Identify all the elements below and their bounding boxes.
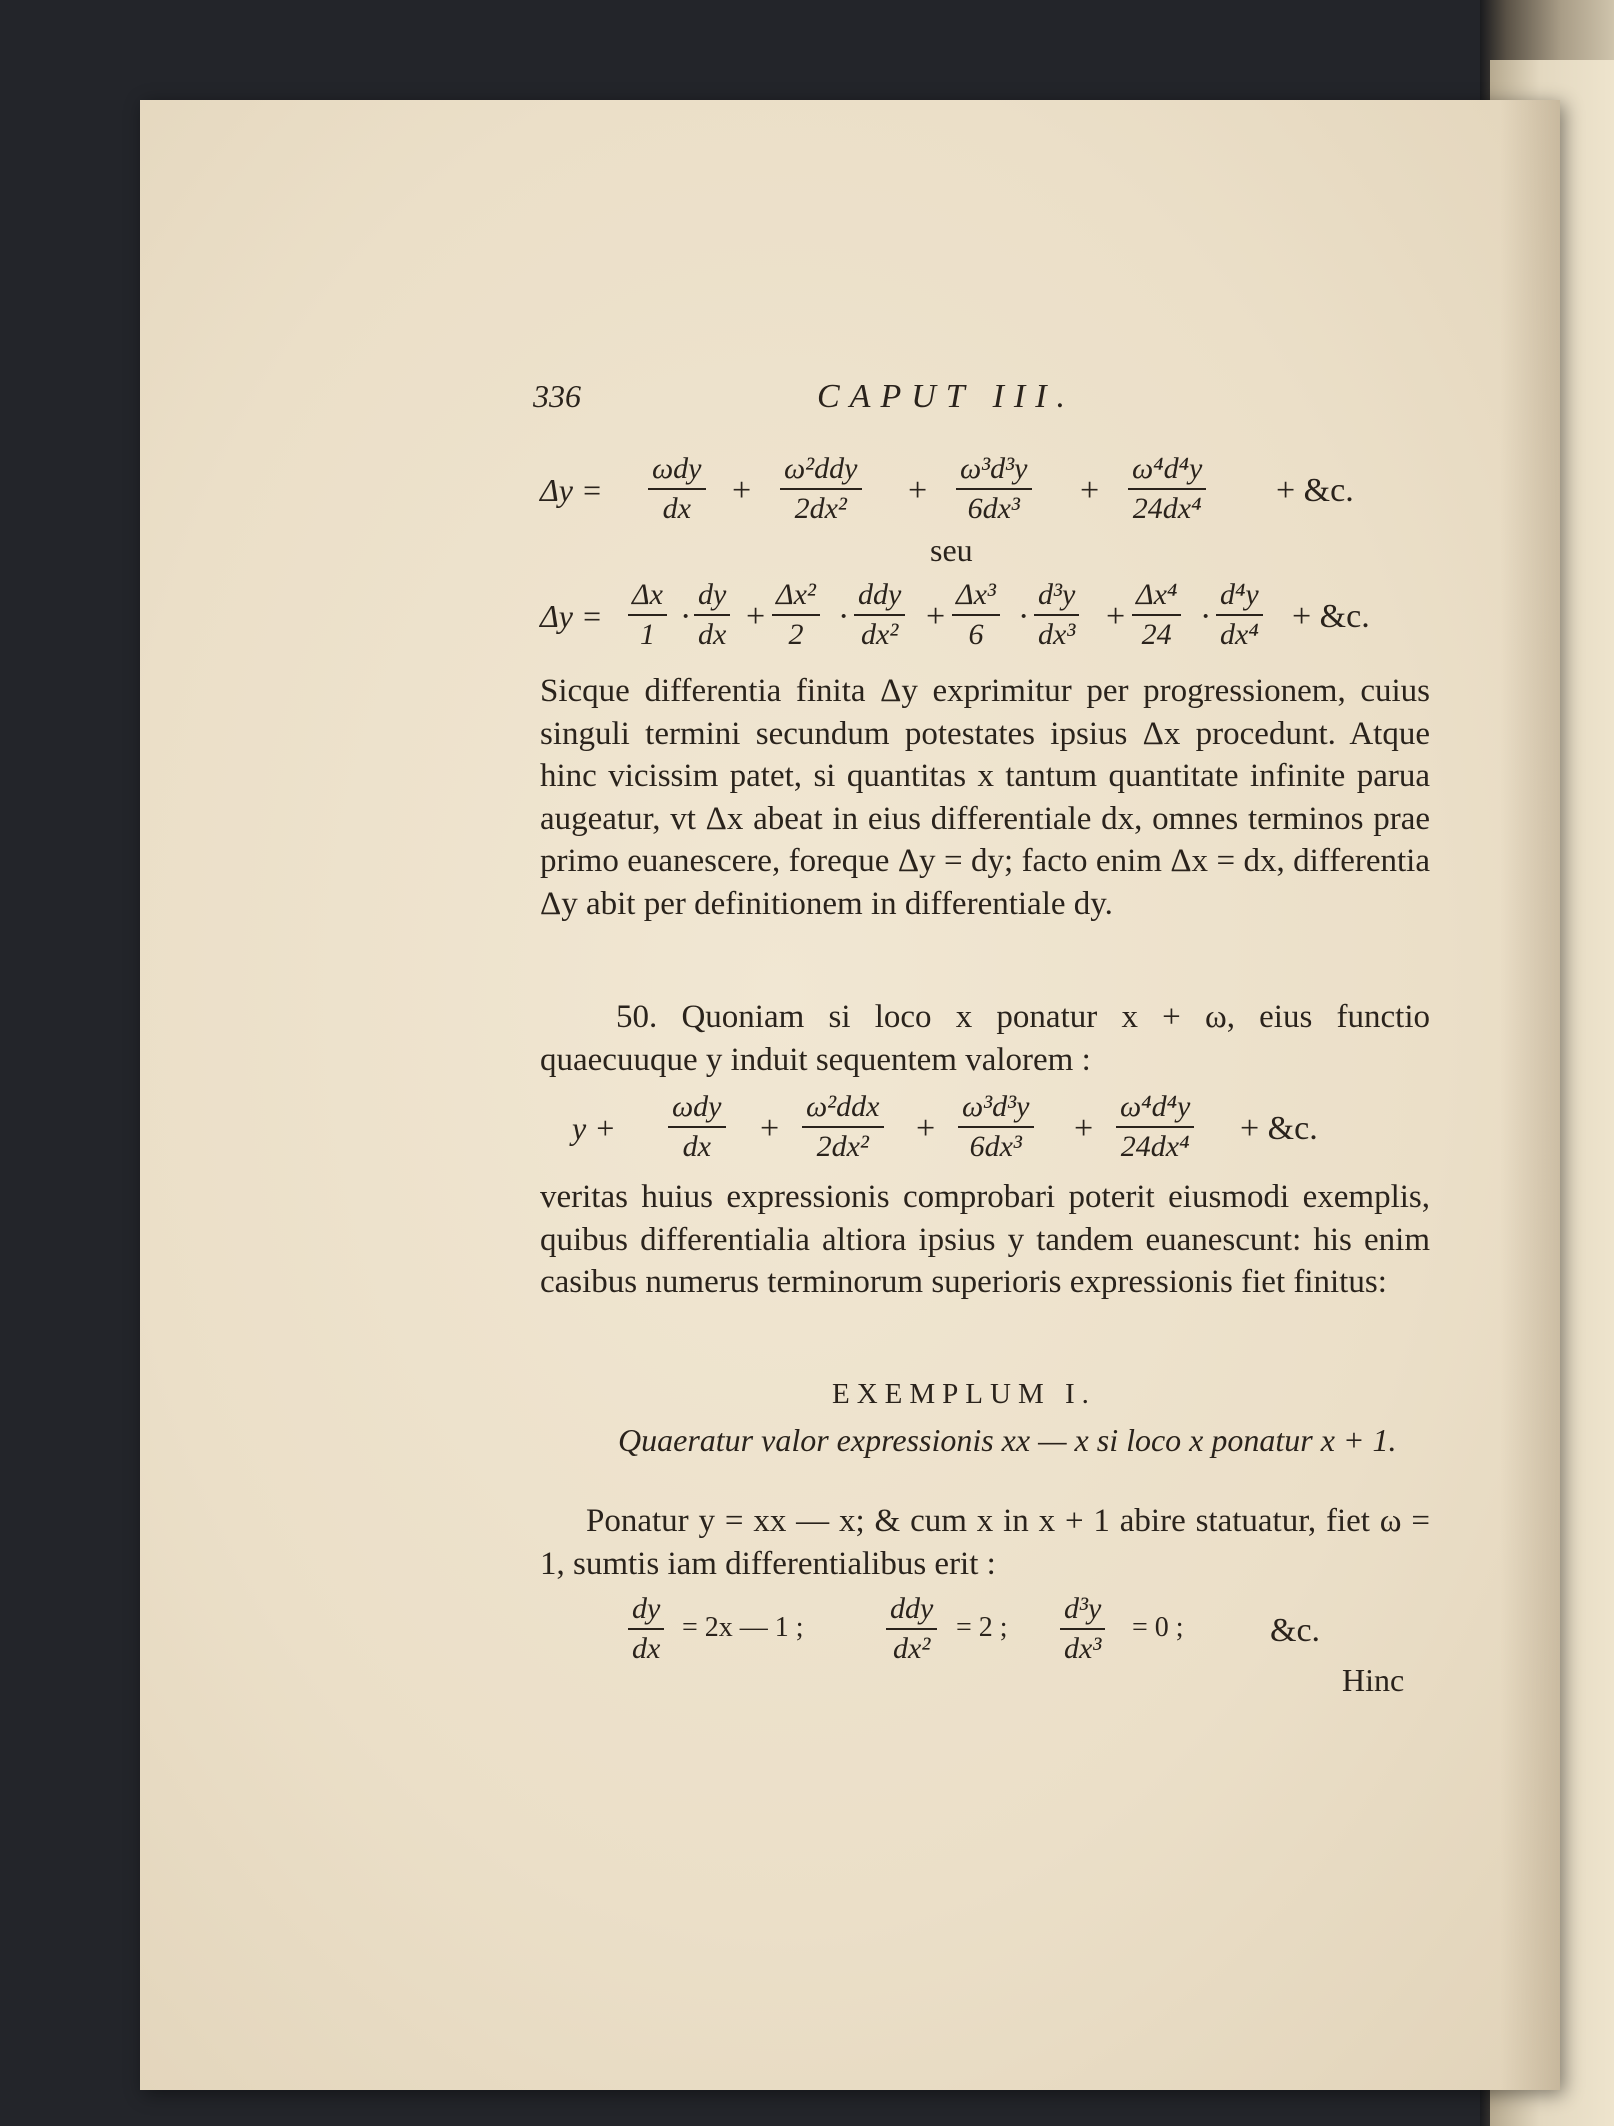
eq2-term-1-b-num: dy xyxy=(694,578,730,616)
eq2-term-3-b-den: dx³ xyxy=(1038,618,1076,651)
eq4-rhs-2: = 2 ; xyxy=(956,1612,1008,1643)
eq1-term-2-num: ω²ddy xyxy=(780,452,862,490)
word-seu: seu xyxy=(930,532,973,568)
eq2-term-1-b-den: dx xyxy=(698,618,727,651)
example-body-text: Ponatur y = xx — x; & cum x in x + 1 abire statuatur, fiet ω = 1, sumtis iam differentialibus erit : xyxy=(540,1503,1430,1582)
eq2-tail: + &c. xyxy=(1292,598,1370,635)
eq1-term-2-den: 2dx² xyxy=(794,492,847,525)
eq2-term-2-a-num: Δx² xyxy=(772,578,820,616)
eq2-term-1-a-num: Δx xyxy=(628,578,667,616)
eq3-term-4-num: ω⁴d⁴y xyxy=(1116,1090,1194,1128)
eq2-term-3-a xyxy=(952,578,1000,652)
eq1-term-1-den: dx xyxy=(662,492,691,525)
eq2-dot-3: · xyxy=(1018,598,1030,635)
eq2-term-4-a-den: 24 xyxy=(1141,618,1172,651)
page-number: 336 xyxy=(533,378,581,414)
eq2-dot-2: · xyxy=(838,598,850,635)
eq3-term-2-num: ω²ddx xyxy=(802,1090,884,1128)
paragraph-1-text: Sicque differentia finita Δy exprimitur per progressionem, cuius singuli termini secundum potestates ipsius Δx procedunt. Atque hinc vicissim patet, si quantitas x tantum quantitate infinite parua augeatur, vt Δx abeat in eius differentiale dx, omnes terminos prae primo euanescere, foreque Δy = dy; facto enim Δx = dx, differentia Δy abit per definitionem in differentiale dy. xyxy=(540,673,1430,922)
eq1-plus-3: + xyxy=(1080,472,1100,509)
eq3-term-1-den: dx xyxy=(682,1130,711,1163)
eq4-frac-2-num: ddy xyxy=(886,1592,937,1630)
eq4-tail: &c. xyxy=(1270,1612,1321,1649)
running-title: CAPUT III. xyxy=(817,378,1076,415)
eq2-term-3-b-num: d³y xyxy=(1034,578,1079,616)
eq2-dot-4: · xyxy=(1200,598,1212,635)
eq4-frac-3 xyxy=(1060,1592,1105,1666)
eq4-frac-3-den: dx³ xyxy=(1064,1632,1102,1665)
equation-function-expansion xyxy=(540,1090,1430,1170)
eq4-rhs-1: = 2x — 1 ; xyxy=(682,1612,804,1643)
example-title: EXEMPLUM I. xyxy=(832,1378,1096,1410)
eq1-lhs: Δy = xyxy=(540,472,603,508)
eq2-plus-2: + xyxy=(926,598,946,635)
eq4-rhs-3: = 0 ; xyxy=(1132,1612,1184,1643)
eq3-plus-1: + xyxy=(760,1110,780,1147)
eq2-term-1-a-den: 1 xyxy=(639,618,655,651)
equation-taylor-1 xyxy=(540,452,1430,532)
example-body xyxy=(540,1500,1430,1585)
equation-taylor-2 xyxy=(540,578,1430,658)
eq3-plus-2: + xyxy=(916,1110,936,1147)
eq3-lhs: y + xyxy=(572,1110,616,1146)
page-header xyxy=(533,378,1427,418)
eq2-term-2-a-den: 2 xyxy=(788,618,804,651)
paragraph-section-50-cont xyxy=(540,1176,1430,1304)
eq1-term-3 xyxy=(956,452,1032,526)
eq2-term-4-b xyxy=(1216,578,1263,652)
eq1-term-3-den: 6dx³ xyxy=(967,492,1020,525)
eq3-term-1-num: ωdy xyxy=(668,1090,726,1128)
eq2-term-3-a-den: 6 xyxy=(968,618,984,651)
eq3-tail: + &c. xyxy=(1240,1110,1318,1147)
eq1-term-1-num: ωdy xyxy=(648,452,706,490)
eq2-term-3-a-num: Δx³ xyxy=(952,578,1000,616)
eq2-term-4-a xyxy=(1132,578,1181,652)
eq2-term-2-b-num: ddy xyxy=(854,578,905,616)
paragraph-2-rest: veritas huius expressionis comprobari poterit eiusmodi exemplis, quibus differentialia altiora ipsius y tandem euanescunt: his enim casibus numerus terminorum superioris expressionis fiet finitus: xyxy=(540,1179,1430,1300)
catch-word: Hinc xyxy=(1342,1662,1405,1698)
eq1-term-4-den: 24dx⁴ xyxy=(1132,492,1202,525)
eq2-term-4-a-num: Δx⁴ xyxy=(1132,578,1181,616)
eq2-term-2-b-den: dx² xyxy=(861,618,899,651)
eq3-term-4 xyxy=(1116,1090,1194,1164)
eq3-term-4-den: 24dx⁴ xyxy=(1120,1130,1190,1163)
eq3-term-1 xyxy=(668,1090,726,1164)
eq4-frac-1-den: dx xyxy=(632,1632,661,1665)
eq2-plus-3: + xyxy=(1106,598,1126,635)
eq1-term-3-num: ω³d³y xyxy=(956,452,1032,490)
eq1-term-4-num: ω⁴d⁴y xyxy=(1128,452,1206,490)
eq2-term-2-a xyxy=(772,578,820,652)
eq1-term-4 xyxy=(1128,452,1206,526)
eq4-frac-3-num: d³y xyxy=(1060,1592,1105,1630)
eq3-term-3-num: ω³d³y xyxy=(958,1090,1034,1128)
eq1-tail: + &c. xyxy=(1276,472,1354,509)
eq2-term-4-b-den: dx⁴ xyxy=(1220,618,1259,651)
eq4-frac-2-den: dx² xyxy=(893,1632,931,1665)
eq2-term-2-b xyxy=(854,578,905,652)
eq2-plus-1: + xyxy=(746,598,766,635)
page-gutter-shadow xyxy=(1500,100,1560,2090)
eq3-term-2-den: 2dx² xyxy=(816,1130,869,1163)
eq2-term-1-b xyxy=(694,578,730,652)
equation-derivatives xyxy=(610,1592,1410,1672)
paragraph-section-50 xyxy=(540,996,1430,1081)
eq2-term-3-b xyxy=(1034,578,1079,652)
eq4-frac-1 xyxy=(628,1592,664,1666)
eq1-term-1 xyxy=(648,452,706,526)
eq1-plus-2: + xyxy=(908,472,928,509)
eq2-lhs: Δy = xyxy=(540,598,603,634)
eq3-plus-3: + xyxy=(1074,1110,1094,1147)
eq2-dot-1: · xyxy=(680,598,692,635)
eq3-term-2 xyxy=(802,1090,884,1164)
eq2-term-4-b-num: d⁴y xyxy=(1216,578,1263,616)
paragraph-finite-difference xyxy=(540,670,1430,925)
eq3-term-3-den: 6dx³ xyxy=(969,1130,1022,1163)
eq4-frac-2 xyxy=(886,1592,937,1666)
eq4-frac-1-num: dy xyxy=(628,1592,664,1630)
eq3-term-3 xyxy=(958,1090,1034,1164)
eq1-term-2 xyxy=(780,452,862,526)
paragraph-2-intro: 50. Quoniam si loco x ponatur x + ω, eius functio quaecuuque y induit sequentem valorem : xyxy=(540,999,1430,1078)
eq2-term-1-a xyxy=(628,578,667,652)
example-statement: Quaeratur valor expressionis xx — x si loco x ponatur x + 1. xyxy=(618,1422,1397,1458)
eq1-plus-1: + xyxy=(732,472,752,509)
